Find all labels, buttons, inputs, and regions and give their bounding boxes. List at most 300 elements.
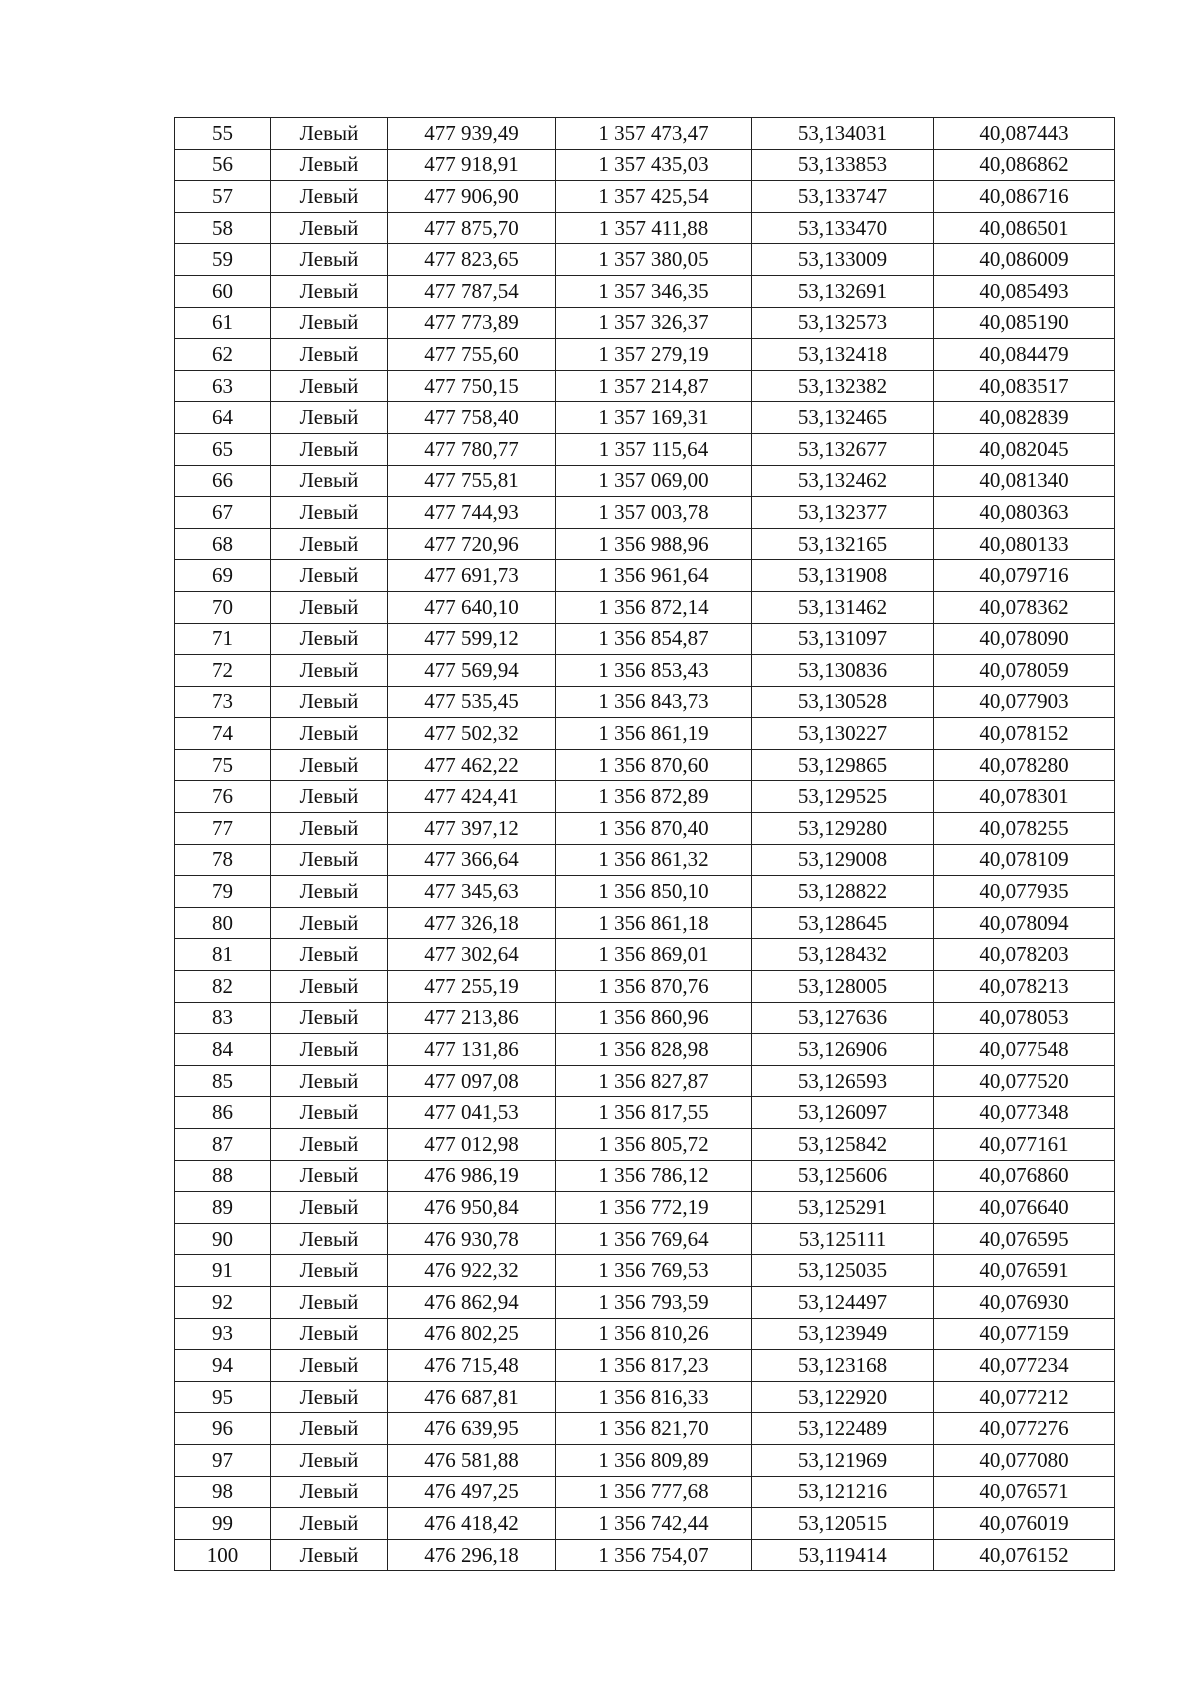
latitude-cell: 53,132462 [752, 465, 934, 497]
point-number-cell: 59 [175, 244, 271, 276]
side-cell: Левый [271, 1539, 388, 1571]
table-row [175, 1160, 1115, 1192]
table-row [175, 465, 1115, 497]
table-row [175, 813, 1115, 845]
y-coordinate-cell: 1 356 828,98 [556, 1034, 752, 1066]
y-coordinate-cell: 1 356 793,59 [556, 1286, 752, 1318]
latitude-cell: 53,130528 [752, 686, 934, 718]
x-coordinate-cell: 477 720,96 [388, 528, 556, 560]
longitude-cell: 40,077935 [934, 876, 1115, 908]
x-coordinate-cell: 477 875,70 [388, 212, 556, 244]
longitude-cell: 40,085493 [934, 275, 1115, 307]
x-coordinate-cell: 477 640,10 [388, 591, 556, 623]
table-row [175, 1097, 1115, 1129]
side-cell: Левый [271, 1413, 388, 1445]
point-number-cell: 81 [175, 939, 271, 971]
point-number-cell: 84 [175, 1034, 271, 1066]
latitude-cell: 53,121216 [752, 1476, 934, 1508]
longitude-cell: 40,085190 [934, 307, 1115, 339]
side-cell: Левый [271, 1097, 388, 1129]
table-row [175, 1476, 1115, 1508]
table-row [175, 939, 1115, 971]
side-cell: Левый [271, 1160, 388, 1192]
x-coordinate-cell: 476 986,19 [388, 1160, 556, 1192]
x-coordinate-cell: 476 296,18 [388, 1539, 556, 1571]
longitude-cell: 40,086009 [934, 244, 1115, 276]
point-number-cell: 88 [175, 1160, 271, 1192]
y-coordinate-cell: 1 356 786,12 [556, 1160, 752, 1192]
longitude-cell: 40,086862 [934, 149, 1115, 181]
y-coordinate-cell: 1 356 861,32 [556, 844, 752, 876]
point-number-cell: 73 [175, 686, 271, 718]
point-number-cell: 100 [175, 1539, 271, 1571]
point-number-cell: 56 [175, 149, 271, 181]
longitude-cell: 40,086716 [934, 181, 1115, 213]
side-cell: Левый [271, 1444, 388, 1476]
x-coordinate-cell: 477 535,45 [388, 686, 556, 718]
x-coordinate-cell: 477 787,54 [388, 275, 556, 307]
table-row [175, 749, 1115, 781]
side-cell: Левый [271, 844, 388, 876]
point-number-cell: 80 [175, 907, 271, 939]
side-cell: Левый [271, 1508, 388, 1540]
x-coordinate-cell: 477 041,53 [388, 1097, 556, 1129]
point-number-cell: 70 [175, 591, 271, 623]
latitude-cell: 53,125111 [752, 1223, 934, 1255]
table-row [175, 1255, 1115, 1287]
longitude-cell: 40,076640 [934, 1192, 1115, 1224]
y-coordinate-cell: 1 357 411,88 [556, 212, 752, 244]
latitude-cell: 53,126593 [752, 1065, 934, 1097]
point-number-cell: 75 [175, 749, 271, 781]
longitude-cell: 40,077080 [934, 1444, 1115, 1476]
side-cell: Левый [271, 307, 388, 339]
x-coordinate-cell: 476 862,94 [388, 1286, 556, 1318]
side-cell: Левый [271, 591, 388, 623]
longitude-cell: 40,078255 [934, 813, 1115, 845]
y-coordinate-cell: 1 356 777,68 [556, 1476, 752, 1508]
x-coordinate-cell: 477 424,41 [388, 781, 556, 813]
x-coordinate-cell: 477 691,73 [388, 560, 556, 592]
point-number-cell: 68 [175, 528, 271, 560]
point-number-cell: 79 [175, 876, 271, 908]
side-cell: Левый [271, 497, 388, 529]
table-row [175, 781, 1115, 813]
y-coordinate-cell: 1 356 817,23 [556, 1350, 752, 1382]
latitude-cell: 53,134031 [752, 118, 934, 150]
latitude-cell: 53,133470 [752, 212, 934, 244]
latitude-cell: 53,129525 [752, 781, 934, 813]
point-number-cell: 65 [175, 433, 271, 465]
side-cell: Левый [271, 907, 388, 939]
longitude-cell: 40,078090 [934, 623, 1115, 655]
point-number-cell: 96 [175, 1413, 271, 1445]
side-cell: Левый [271, 1192, 388, 1224]
point-number-cell: 91 [175, 1255, 271, 1287]
y-coordinate-cell: 1 356 961,64 [556, 560, 752, 592]
latitude-cell: 53,119414 [752, 1539, 934, 1571]
side-cell: Левый [271, 781, 388, 813]
longitude-cell: 40,078362 [934, 591, 1115, 623]
point-number-cell: 67 [175, 497, 271, 529]
point-number-cell: 92 [175, 1286, 271, 1318]
longitude-cell: 40,087443 [934, 118, 1115, 150]
point-number-cell: 83 [175, 1002, 271, 1034]
point-number-cell: 74 [175, 718, 271, 750]
longitude-cell: 40,078213 [934, 971, 1115, 1003]
side-cell: Левый [271, 433, 388, 465]
table-row [175, 1192, 1115, 1224]
point-number-cell: 55 [175, 118, 271, 150]
table-row [175, 876, 1115, 908]
table-row [175, 1318, 1115, 1350]
y-coordinate-cell: 1 356 754,07 [556, 1539, 752, 1571]
table-row [175, 1286, 1115, 1318]
x-coordinate-cell: 476 922,32 [388, 1255, 556, 1287]
y-coordinate-cell: 1 357 346,35 [556, 275, 752, 307]
latitude-cell: 53,129280 [752, 813, 934, 845]
x-coordinate-cell: 477 502,32 [388, 718, 556, 750]
side-cell: Левый [271, 1381, 388, 1413]
point-number-cell: 78 [175, 844, 271, 876]
x-coordinate-cell: 477 755,81 [388, 465, 556, 497]
y-coordinate-cell: 1 357 435,03 [556, 149, 752, 181]
latitude-cell: 53,132418 [752, 339, 934, 371]
point-number-cell: 93 [175, 1318, 271, 1350]
longitude-cell: 40,078059 [934, 655, 1115, 687]
y-coordinate-cell: 1 357 425,54 [556, 181, 752, 213]
longitude-cell: 40,086501 [934, 212, 1115, 244]
latitude-cell: 53,121969 [752, 1444, 934, 1476]
point-number-cell: 58 [175, 212, 271, 244]
latitude-cell: 53,120515 [752, 1508, 934, 1540]
latitude-cell: 53,122920 [752, 1381, 934, 1413]
side-cell: Левый [271, 686, 388, 718]
point-number-cell: 99 [175, 1508, 271, 1540]
longitude-cell: 40,077234 [934, 1350, 1115, 1382]
coordinates-table-body [175, 118, 1115, 1571]
x-coordinate-cell: 476 581,88 [388, 1444, 556, 1476]
longitude-cell: 40,078203 [934, 939, 1115, 971]
latitude-cell: 53,128822 [752, 876, 934, 908]
point-number-cell: 61 [175, 307, 271, 339]
point-number-cell: 77 [175, 813, 271, 845]
longitude-cell: 40,076930 [934, 1286, 1115, 1318]
longitude-cell: 40,078152 [934, 718, 1115, 750]
side-cell: Левый [271, 1129, 388, 1161]
point-number-cell: 76 [175, 781, 271, 813]
latitude-cell: 53,123949 [752, 1318, 934, 1350]
table-row [175, 370, 1115, 402]
x-coordinate-cell: 477 326,18 [388, 907, 556, 939]
latitude-cell: 53,130227 [752, 718, 934, 750]
latitude-cell: 53,129865 [752, 749, 934, 781]
table-row [175, 1034, 1115, 1066]
x-coordinate-cell: 477 569,94 [388, 655, 556, 687]
y-coordinate-cell: 1 357 279,19 [556, 339, 752, 371]
point-number-cell: 60 [175, 275, 271, 307]
y-coordinate-cell: 1 356 827,87 [556, 1065, 752, 1097]
coordinates-table [174, 117, 1115, 1571]
point-number-cell: 72 [175, 655, 271, 687]
x-coordinate-cell: 476 639,95 [388, 1413, 556, 1445]
longitude-cell: 40,078109 [934, 844, 1115, 876]
longitude-cell: 40,077348 [934, 1097, 1115, 1129]
latitude-cell: 53,128645 [752, 907, 934, 939]
point-number-cell: 87 [175, 1129, 271, 1161]
x-coordinate-cell: 477 366,64 [388, 844, 556, 876]
latitude-cell: 53,133009 [752, 244, 934, 276]
longitude-cell: 40,077548 [934, 1034, 1115, 1066]
latitude-cell: 53,132573 [752, 307, 934, 339]
longitude-cell: 40,076152 [934, 1539, 1115, 1571]
latitude-cell: 53,132465 [752, 402, 934, 434]
table-row [175, 686, 1115, 718]
longitude-cell: 40,077903 [934, 686, 1115, 718]
x-coordinate-cell: 477 599,12 [388, 623, 556, 655]
side-cell: Левый [271, 560, 388, 592]
table-row [175, 118, 1115, 150]
x-coordinate-cell: 476 418,42 [388, 1508, 556, 1540]
y-coordinate-cell: 1 356 769,53 [556, 1255, 752, 1287]
longitude-cell: 40,077212 [934, 1381, 1115, 1413]
latitude-cell: 53,125842 [752, 1129, 934, 1161]
x-coordinate-cell: 477 213,86 [388, 1002, 556, 1034]
side-cell: Левый [271, 244, 388, 276]
table-row [175, 307, 1115, 339]
x-coordinate-cell: 477 918,91 [388, 149, 556, 181]
y-coordinate-cell: 1 356 854,87 [556, 623, 752, 655]
x-coordinate-cell: 477 302,64 [388, 939, 556, 971]
table-row [175, 1065, 1115, 1097]
latitude-cell: 53,132691 [752, 275, 934, 307]
x-coordinate-cell: 477 345,63 [388, 876, 556, 908]
y-coordinate-cell: 1 357 380,05 [556, 244, 752, 276]
y-coordinate-cell: 1 356 853,43 [556, 655, 752, 687]
table-row [175, 718, 1115, 750]
longitude-cell: 40,082839 [934, 402, 1115, 434]
side-cell: Левый [271, 1350, 388, 1382]
table-row [175, 623, 1115, 655]
longitude-cell: 40,080363 [934, 497, 1115, 529]
y-coordinate-cell: 1 356 870,40 [556, 813, 752, 845]
longitude-cell: 40,078094 [934, 907, 1115, 939]
table-row [175, 528, 1115, 560]
y-coordinate-cell: 1 356 872,89 [556, 781, 752, 813]
y-coordinate-cell: 1 356 742,44 [556, 1508, 752, 1540]
side-cell: Левый [271, 623, 388, 655]
side-cell: Левый [271, 939, 388, 971]
side-cell: Левый [271, 1002, 388, 1034]
x-coordinate-cell: 477 097,08 [388, 1065, 556, 1097]
longitude-cell: 40,078301 [934, 781, 1115, 813]
table-row [175, 1223, 1115, 1255]
point-number-cell: 85 [175, 1065, 271, 1097]
point-number-cell: 63 [175, 370, 271, 402]
y-coordinate-cell: 1 356 869,01 [556, 939, 752, 971]
table-row [175, 149, 1115, 181]
y-coordinate-cell: 1 357 003,78 [556, 497, 752, 529]
latitude-cell: 53,125606 [752, 1160, 934, 1192]
point-number-cell: 66 [175, 465, 271, 497]
point-number-cell: 90 [175, 1223, 271, 1255]
longitude-cell: 40,077161 [934, 1129, 1115, 1161]
y-coordinate-cell: 1 356 816,33 [556, 1381, 752, 1413]
y-coordinate-cell: 1 357 169,31 [556, 402, 752, 434]
latitude-cell: 53,131908 [752, 560, 934, 592]
latitude-cell: 53,128432 [752, 939, 934, 971]
x-coordinate-cell: 476 802,25 [388, 1318, 556, 1350]
longitude-cell: 40,081340 [934, 465, 1115, 497]
y-coordinate-cell: 1 356 769,64 [556, 1223, 752, 1255]
side-cell: Левый [271, 370, 388, 402]
latitude-cell: 53,131462 [752, 591, 934, 623]
point-number-cell: 86 [175, 1097, 271, 1129]
side-cell: Левый [271, 1286, 388, 1318]
table-row [175, 844, 1115, 876]
x-coordinate-cell: 477 131,86 [388, 1034, 556, 1066]
latitude-cell: 53,133747 [752, 181, 934, 213]
x-coordinate-cell: 477 255,19 [388, 971, 556, 1003]
longitude-cell: 40,076019 [934, 1508, 1115, 1540]
y-coordinate-cell: 1 356 821,70 [556, 1413, 752, 1445]
y-coordinate-cell: 1 357 326,37 [556, 307, 752, 339]
latitude-cell: 53,125291 [752, 1192, 934, 1224]
latitude-cell: 53,132677 [752, 433, 934, 465]
latitude-cell: 53,122489 [752, 1413, 934, 1445]
y-coordinate-cell: 1 356 810,26 [556, 1318, 752, 1350]
table-row [175, 497, 1115, 529]
table-row [175, 1350, 1115, 1382]
x-coordinate-cell: 477 755,60 [388, 339, 556, 371]
table-row [175, 1413, 1115, 1445]
x-coordinate-cell: 477 906,90 [388, 181, 556, 213]
side-cell: Левый [271, 212, 388, 244]
latitude-cell: 53,130836 [752, 655, 934, 687]
side-cell: Левый [271, 718, 388, 750]
point-number-cell: 98 [175, 1476, 271, 1508]
side-cell: Левый [271, 655, 388, 687]
side-cell: Левый [271, 149, 388, 181]
table-row [175, 1508, 1115, 1540]
y-coordinate-cell: 1 356 870,60 [556, 749, 752, 781]
table-row [175, 1539, 1115, 1571]
y-coordinate-cell: 1 356 870,76 [556, 971, 752, 1003]
table-row [175, 402, 1115, 434]
y-coordinate-cell: 1 356 850,10 [556, 876, 752, 908]
point-number-cell: 62 [175, 339, 271, 371]
longitude-cell: 40,076595 [934, 1223, 1115, 1255]
latitude-cell: 53,123168 [752, 1350, 934, 1382]
latitude-cell: 53,132165 [752, 528, 934, 560]
side-cell: Левый [271, 971, 388, 1003]
longitude-cell: 40,077276 [934, 1413, 1115, 1445]
point-number-cell: 64 [175, 402, 271, 434]
x-coordinate-cell: 476 497,25 [388, 1476, 556, 1508]
latitude-cell: 53,127636 [752, 1002, 934, 1034]
y-coordinate-cell: 1 357 214,87 [556, 370, 752, 402]
point-number-cell: 89 [175, 1192, 271, 1224]
x-coordinate-cell: 476 687,81 [388, 1381, 556, 1413]
point-number-cell: 94 [175, 1350, 271, 1382]
table-row [175, 655, 1115, 687]
longitude-cell: 40,082045 [934, 433, 1115, 465]
y-coordinate-cell: 1 356 861,19 [556, 718, 752, 750]
latitude-cell: 53,132377 [752, 497, 934, 529]
longitude-cell: 40,083517 [934, 370, 1115, 402]
longitude-cell: 40,076571 [934, 1476, 1115, 1508]
x-coordinate-cell: 477 773,89 [388, 307, 556, 339]
table-row [175, 1444, 1115, 1476]
table-row [175, 339, 1115, 371]
table-row [175, 1002, 1115, 1034]
side-cell: Левый [271, 749, 388, 781]
y-coordinate-cell: 1 356 860,96 [556, 1002, 752, 1034]
latitude-cell: 53,132382 [752, 370, 934, 402]
longitude-cell: 40,084479 [934, 339, 1115, 371]
side-cell: Левый [271, 275, 388, 307]
x-coordinate-cell: 477 780,77 [388, 433, 556, 465]
side-cell: Левый [271, 876, 388, 908]
y-coordinate-cell: 1 356 861,18 [556, 907, 752, 939]
latitude-cell: 53,129008 [752, 844, 934, 876]
x-coordinate-cell: 476 950,84 [388, 1192, 556, 1224]
y-coordinate-cell: 1 357 069,00 [556, 465, 752, 497]
side-cell: Левый [271, 528, 388, 560]
latitude-cell: 53,128005 [752, 971, 934, 1003]
x-coordinate-cell: 476 930,78 [388, 1223, 556, 1255]
x-coordinate-cell: 477 397,12 [388, 813, 556, 845]
side-cell: Левый [271, 1318, 388, 1350]
x-coordinate-cell: 477 750,15 [388, 370, 556, 402]
y-coordinate-cell: 1 357 473,47 [556, 118, 752, 150]
y-coordinate-cell: 1 356 872,14 [556, 591, 752, 623]
side-cell: Левый [271, 118, 388, 150]
y-coordinate-cell: 1 356 817,55 [556, 1097, 752, 1129]
latitude-cell: 53,126906 [752, 1034, 934, 1066]
longitude-cell: 40,078053 [934, 1002, 1115, 1034]
side-cell: Левый [271, 1255, 388, 1287]
x-coordinate-cell: 477 744,93 [388, 497, 556, 529]
table-row [175, 275, 1115, 307]
side-cell: Левый [271, 1223, 388, 1255]
longitude-cell: 40,078280 [934, 749, 1115, 781]
x-coordinate-cell: 477 012,98 [388, 1129, 556, 1161]
point-number-cell: 82 [175, 971, 271, 1003]
side-cell: Левый [271, 1034, 388, 1066]
y-coordinate-cell: 1 356 809,89 [556, 1444, 752, 1476]
side-cell: Левый [271, 1065, 388, 1097]
x-coordinate-cell: 477 823,65 [388, 244, 556, 276]
table-row [175, 212, 1115, 244]
latitude-cell: 53,131097 [752, 623, 934, 655]
table-row [175, 1381, 1115, 1413]
side-cell: Левый [271, 181, 388, 213]
point-number-cell: 71 [175, 623, 271, 655]
longitude-cell: 40,076591 [934, 1255, 1115, 1287]
longitude-cell: 40,079716 [934, 560, 1115, 592]
x-coordinate-cell: 477 939,49 [388, 118, 556, 150]
point-number-cell: 95 [175, 1381, 271, 1413]
table-row [175, 433, 1115, 465]
y-coordinate-cell: 1 356 988,96 [556, 528, 752, 560]
latitude-cell: 53,125035 [752, 1255, 934, 1287]
latitude-cell: 53,124497 [752, 1286, 934, 1318]
point-number-cell: 57 [175, 181, 271, 213]
y-coordinate-cell: 1 356 772,19 [556, 1192, 752, 1224]
latitude-cell: 53,133853 [752, 149, 934, 181]
longitude-cell: 40,077520 [934, 1065, 1115, 1097]
